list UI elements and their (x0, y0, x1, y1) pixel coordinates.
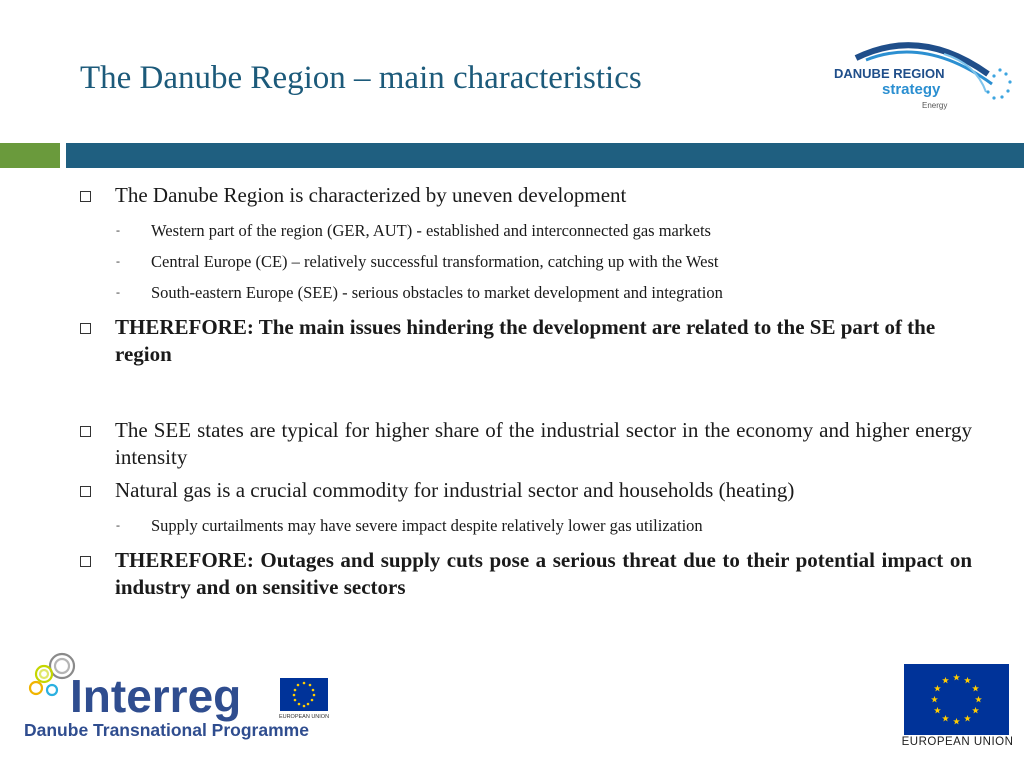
eu-star-icon (942, 715, 949, 722)
eu-star-icon (964, 715, 971, 722)
interreg-word: Interreg (70, 670, 242, 722)
interreg-eu-label: EUROPEAN UNION (278, 714, 330, 720)
square-bullet-icon (80, 556, 91, 567)
sub-bullet-item (78, 510, 972, 541)
dash-bullet: - (116, 518, 120, 532)
eu-stars-icon (904, 664, 1009, 735)
bullet-item (78, 477, 972, 504)
sub-bullet-item (78, 277, 972, 308)
bullet-text: THEREFORE: Outages and supply cuts pose a serious threat due to their potential impact on industry and on sensitive sectors (115, 548, 972, 599)
eu-star-icon (934, 707, 941, 714)
eu-star-icon (964, 677, 971, 684)
eu-label: EUROPEAN UNION (901, 736, 1014, 748)
square-bullet-icon (80, 323, 91, 334)
eu-star-icon (931, 696, 938, 703)
logo-line2: strategy (882, 81, 941, 98)
bullet-item (78, 314, 972, 368)
sub-bullet-item (78, 246, 972, 277)
square-bullet-icon (80, 486, 91, 497)
eu-flag (904, 664, 1009, 735)
eu-star-icon (953, 674, 960, 681)
sub-bullet-text: Central Europe (CE) – relatively successful transformation, catching up with the West (151, 252, 719, 271)
eu-star-icon (972, 707, 979, 714)
slide-title: The Danube Region – main characteristics (80, 60, 642, 96)
bullet-text: The SEE states are typical for higher share of the industrial sector in the economy and higher energy intensity (115, 418, 972, 469)
sub-bullet-text: Supply curtailments may have severe impact despite relatively lower gas utilization (151, 516, 703, 535)
eu-star-icon (934, 685, 941, 692)
sub-bullet-text: South-eastern Europe (SEE) - serious obstacles to market development and integration (151, 283, 723, 302)
square-bullet-icon (80, 191, 91, 202)
bullet-item (78, 417, 972, 471)
dash-bullet: - (116, 223, 120, 237)
dash-bullet: - (116, 254, 120, 268)
logo-line3: Energy (922, 101, 948, 110)
bullet-text: The Danube Region is characterized by uneven development (115, 183, 627, 207)
sub-bullet-text: Western part of the region (GER, AUT) - established and interconnected gas markets (151, 221, 711, 240)
header-bar-green (0, 143, 60, 168)
square-bullet-icon (80, 426, 91, 437)
bullet-text: Natural gas is a crucial commodity for industrial sector and households (heating) (115, 478, 795, 502)
bullet-text: THEREFORE: The main issues hindering the development are related to the SE part of the region (115, 315, 936, 366)
eu-star-icon (942, 677, 949, 684)
eu-star-icon (975, 696, 982, 703)
eu-star-icon (972, 685, 979, 692)
bullet-list (78, 182, 972, 601)
bullet-item (78, 182, 972, 209)
header-bar-blue (66, 143, 1024, 168)
logo-line1: DANUBE REGION (834, 66, 945, 81)
eu-star-icon (953, 718, 960, 725)
interreg-programme: Danube Transnational Programme (24, 720, 309, 740)
bullet-item (78, 547, 972, 601)
danube-region-strategy-logo (826, 34, 1018, 116)
sub-bullet-item (78, 215, 972, 246)
dash-bullet: - (116, 285, 120, 299)
interreg-logo (22, 648, 334, 744)
